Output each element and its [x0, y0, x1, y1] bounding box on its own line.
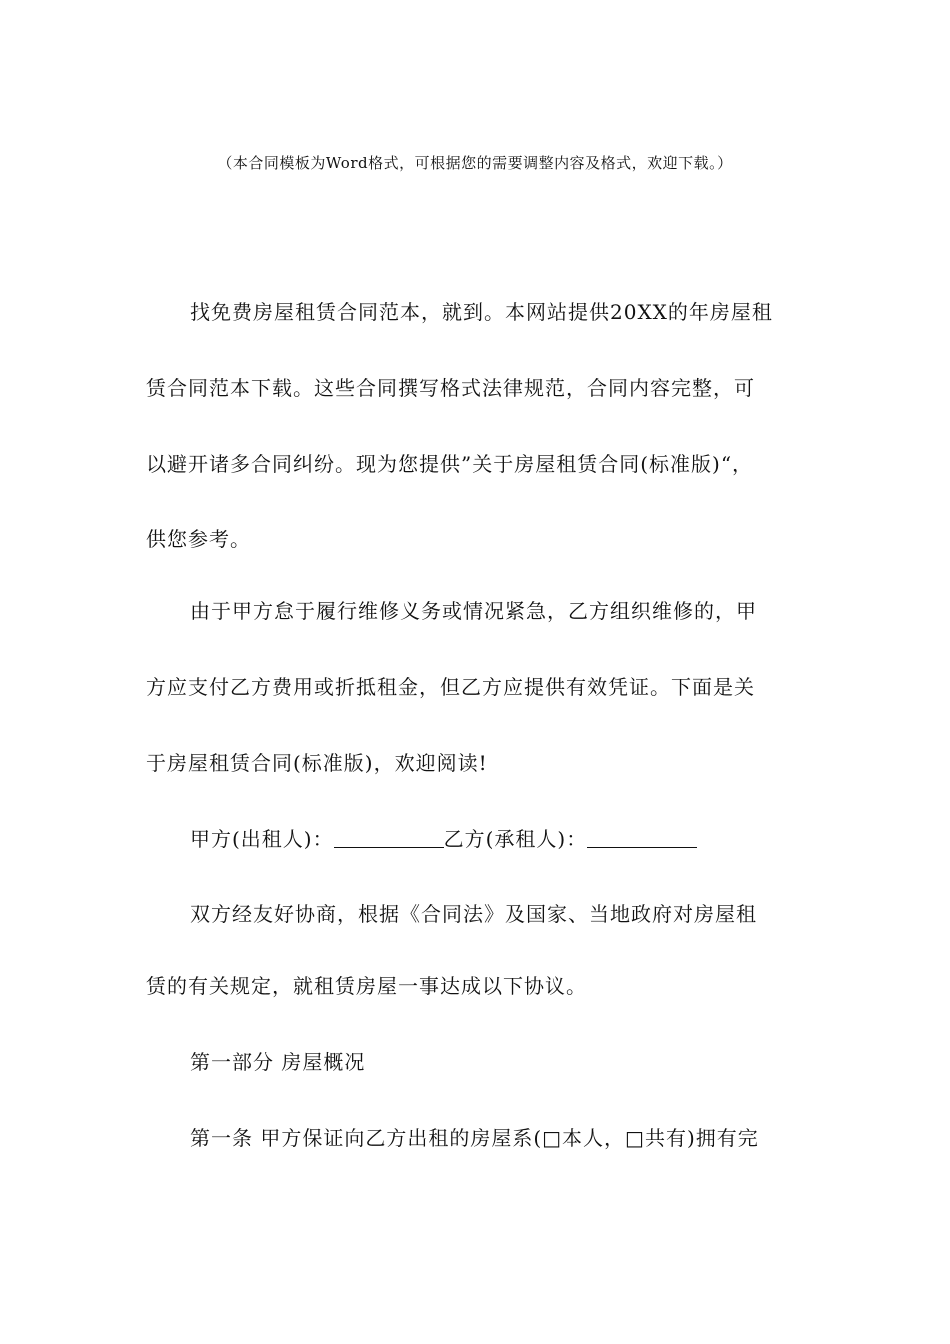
repair-line-3: 于房屋租赁合同(标准版)，欢迎阅读! [146, 751, 488, 775]
part-heading: 第一部分 房屋概况 [190, 1050, 366, 1074]
intro-line-4: 供您参考。 [146, 527, 251, 551]
template-note: （本合同模板为Word格式，可根据您的需要调整内容及格式，欢迎下载。） [217, 154, 733, 172]
intro-line-2: 赁合同范本下载。这些合同撰写格式法律规范，合同内容完整，可 [146, 376, 755, 400]
party-b-label: 乙方(承租人)： [443, 827, 588, 851]
repair-line-1: 由于甲方怠于履行维修义务或情况紧急，乙方组织维修的，甲 [190, 599, 757, 623]
party-a-blank [334, 829, 444, 848]
parties-line [190, 827, 697, 851]
party-a-label: 甲方(出租人)： [190, 827, 334, 851]
article-one-line: 第一条 甲方保证向乙方出租的房屋系(□本人，□共有)拥有完 [190, 1126, 759, 1150]
intro-line-1: 找免费房屋租赁合同范本，就到。本网站提供20XX的年房屋租 [190, 300, 773, 324]
intro-line-3: 以避开诸多合同纠纷。现为您提供”关于房屋租赁合同(标准版)“， [146, 452, 754, 476]
agreement-line-2: 赁的有关规定，就租赁房屋一事达成以下协议。 [146, 974, 587, 998]
repair-line-2: 方应支付乙方费用或折抵租金，但乙方应提供有效凭证。下面是关 [146, 675, 755, 699]
party-b-blank [587, 829, 697, 848]
agreement-line-1: 双方经友好协商，根据《合同法》及国家、当地政府对房屋租 [190, 902, 757, 926]
